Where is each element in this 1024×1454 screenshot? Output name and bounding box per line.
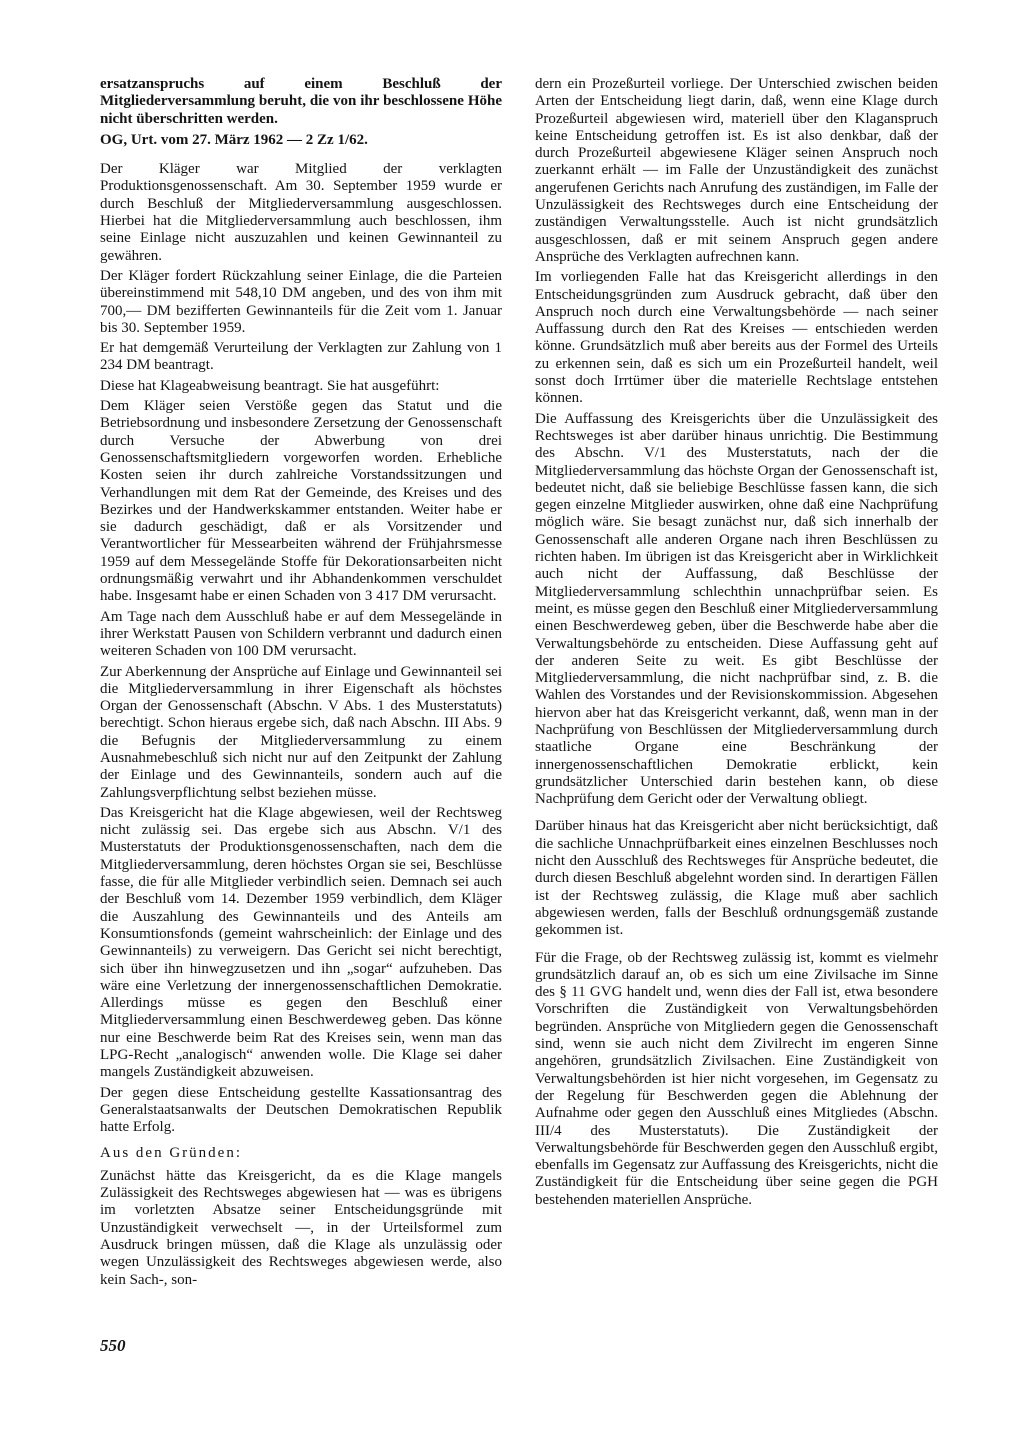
- headnote: ersatzanspruchs auf einem Beschluß der Mitgliederversammlung beruht, die von ihr beschlossene Höhe nicht überschritten werden.: [100, 76, 502, 127]
- paragraph: Die Auffassung des Kreisgerichts über die Unzulässigkeit des Rechtsweges ist aber darüber hinaus unrichtig. Die Bestimmung des Abschn. V/1 des Musterstatuts, nach der die Mitgliederversammlung das höchste Organ der Genossenschaft ist, bedeutet nicht, daß sie beliebige Beschlüsse fassen kann, die sich gegen einzelne Mitglieder auswirken, ohne daß eine Nachprüfung möglich wäre. Sie besagt zunächst nur, daß sich innerhalb der Genossenschaft alle anderen Organe nach ihren Beschlüssen zu richten haben. Im übrigen ist das Kreisgericht aber in Wirklichkeit auch nicht der Auffassung, daß Beschlüsse der Mitgliederversammlung schlechthin unnachprüfbar seien. Es meint, es müsse gegen den Beschluß einer Mitgliederversammlung einen Beschwerdeweg geben, über die Beschwerde habe aber die Verwaltungsbehörde zu entscheiden. Diese Auffassung geht auf der anderen Seite zu weit. Es gibt Beschlüsse der Mitgliederversammlung, die nicht nachprüfbar sind, z. B. die Wahlen des Vorstandes und der Revisionskommission. Abgesehen hiervon aber hat das Kreisgericht verkannt, daß, wenn man in der Nachprüfung von Beschlüssen der Mitgliederversammlung durch staatliche Organe eine Beschränkung der innergenossenschaftlichen Demokratie erblickt, kein grundsätzlicher Unterschied darin bestehen kann, ob diese Nachprüfung dem Gericht oder der Verwaltung obliegt.: [535, 410, 938, 808]
- paragraph: Der gegen diese Entscheidung gestellte Kassationsantrag des Generalstaatsanwalts der Deutschen Demokratischen Republik hatte Erfolg.: [100, 1084, 502, 1136]
- paragraph: Diese hat Klageabweisung beantragt. Sie hat ausgeführt:: [100, 377, 440, 394]
- case-citation: OG, Urt. vom 27. März 1962 — 2 Zz 1/62.: [100, 131, 368, 148]
- paragraph: Darüber hinaus hat das Kreisgericht aber nicht berücksichtigt, daß die sachliche Unnachprüfbarkeit eines einzelnen Beschlusses noch nicht den Ausschluß des Rechtsweges für Ansprüche bedeutet, die durch diesen Beschluß abgelehnt worden sind. In derartigen Fällen ist der Rechtsweg zulässig, die Klage muß aber sachlich abgewiesen werden, falls der Beschluß ordnungsgemäß zustande gekommen ist.: [535, 818, 938, 939]
- paragraph: Zunächst hätte das Kreisgericht, da es die Klage mangels Zulässigkeit des Rechtsweges abgewiesen hat — was es übrigens im vorletzten Absatze seiner Entscheidungsgründe mit Unzuständigkeit verwechselt —, in der Urteilsformel zum Ausdruck bringen müssen, daß die Klage als unzulässig oder wegen Unzulässigkeit des Rechtsweges abgewiesen werde, also kein Sach-, son-: [100, 1167, 502, 1288]
- page-number: 550: [100, 1336, 126, 1355]
- paragraph: Am Tage nach dem Ausschluß habe er auf dem Messegelände in ihrer Werkstatt Pausen von Schildern verbrannt und dadurch einen weiteren Schaden von 100 DM verursacht.: [100, 608, 502, 660]
- paragraph: Der Kläger war Mitglied der verklagten Produktionsgenossenschaft. Am 30. September 1959 wurde er durch Beschluß der Mitgliederversammlung ausgeschlossen. Hierbei hat die Mitgliederversammlung auch beschlossen, ihm seine Einlage nicht auszuzahlen und keinen Gewinnanteil zu gewähren.: [100, 161, 502, 264]
- paragraph: Für die Frage, ob der Rechtsweg zulässig ist, kommt es vielmehr grundsätzlich darauf an, ob es sich um eine Zivilsache im Sinne des § 11 GVG handelt und, wenn dies der Fall ist, etwa besondere Vorschriften die Zuständigkeit von Verwaltungsbehörden begründen. Ansprüche von Mitgliedern gegen die Genossenschaft sind, wenn sie auch nicht dem Zivilrecht im engeren Sinne angehören, grundsätzlich Zivilsachen. Eine Zuständigkeit von Verwaltungsbehörden ist hier nicht vorgesehen, im Gegensatz zu der Regelung für Beschwerden gegen die Ablehnung der Aufnahme oder gegen den Ausschluß eines Mitgliedes (Abschn. III/4 des Musterstatuts). Die Zuständigkeit der Verwaltungsbehörde für Beschwerden gegen den Ausschluß ergibt, ebenfalls im Gegensatz zur Auffassung des Kreisgerichts, nicht die Zuständigkeit für die Entscheidung über seine gegen die PGH bestehenden materiellen Ansprüche.: [535, 949, 938, 1208]
- paragraph: Zur Aberkennung der Ansprüche auf Einlage und Gewinnanteil sei die Mitgliederversammlung in ihrer Eigenschaft als höchstes Organ der Genossenschaft (Abschn. V Abs. 1 des Musterstatuts) berechtigt. Schon hieraus ergebe sich, daß nach Abschn. III Abs. 9 die Befugnis der Mitgliederversammlung zu einem Ausnahmebeschluß sich nicht nur auf den Zeitpunkt der Zahlung der Einlage und des Gewinnanteils, sondern auch auf die Zahlungsverpflichtung selbst beziehen müsse.: [100, 663, 502, 801]
- paragraph: Dem Kläger seien Verstöße gegen das Statut und die Betriebsordnung und insbesondere Zersetzung der Genossenschaft durch Versuche der Abwerbung von drei Genossenschaftsmitgliedern vorgeworfen worden. Erhebliche Kosten seien ihr durch zahlreiche Vorstandssitzungen und Verhandlungen mit dem Rat der Gemeinde, des Kreises und des Bezirkes und der Handwerkskammer entstanden. Weiter habe er sie dadurch geschädigt, daß er als Vorsitzender und Verantwortlicher für Messearbeiten während der Frühjahrsmesse 1959 auf dem Messegelände Stoffe für Dekorationsarbeiten nicht ordnungsmäßig verwahrt und ihr Abhandenkommen verschuldet habe. Insgesamt habe er einen Schaden von 3 417 DM verursacht.: [100, 398, 502, 605]
- right-column: [535, 76, 938, 1212]
- section-heading: Aus den Gründen:: [100, 1144, 242, 1161]
- paragraph: Er hat demgemäß Verurteilung der Verklagten zur Zahlung von 1 234 DM beantragt.: [100, 340, 502, 374]
- paragraph: Im vorliegenden Falle hat das Kreisgericht allerdings in den Entscheidungsgründen zum Ausdruck gebracht, daß über den Anspruch noch durch eine Verwaltungsbehörde — nach seiner Auffassung durch den Rat des Kreises — entschieden werden könne. Grundsätzlich muß aber bereits aus der Formel des Urteils zu erkennen sein, daß es sich um ein Prozeßurteil handelt, weil sonst doch Irrtümer über die materielle Rechtslage entstehen können.: [535, 269, 938, 407]
- paragraph: Der Kläger fordert Rückzahlung seiner Einlage, die die Parteien übereinstimmend mit 548,10 DM angeben, und des von ihm mit 700,— DM bezifferten Gewinnanteils für die Zeit vom 1. Januar bis 30. September 1959.: [100, 267, 502, 336]
- paragraph: Das Kreisgericht hat die Klage abgewiesen, weil der Rechtsweg nicht zulässig sei. Das ergebe sich aus Abschn. V/1 des Musterstatuts der Produktionsgenossenschaften, nach dem die Mitgliederversammlung, deren höchstes Organ sie sei, Beschlüsse fasse, die für alle Mitglieder verbindlich seien. Demnach sei auch der Beschluß vom 14. Dezember 1959 verbindlich, dem Kläger die Auszahlung des Gewinnanteils und des Anteils am Konsumtionsfonds (gemeint wahrscheinlich: der Einlage und des Gewinnanteils) zu verweigern. Das Gericht sei nicht berechtigt, sich über ihn hinwegzusetzen und ihn „sogar“ aufzuheben. Das wäre eine Verletzung der innergenossenschaftlichen Demokratie. Allerdings müsse es gegen den Beschluß einer Mitgliederversammlung einen Beschwerdeweg geben. Das könne nur eine Beschwerde beim Rat des Kreises sein, wenn man das LPG-Recht „analogisch“ anwenden wolle. Die Klage sei daher mangels Zuständigkeit abzuweisen.: [100, 804, 502, 1081]
- left-column: [100, 76, 502, 1292]
- paragraph: dern ein Prozeßurteil vorliege. Der Unterschied zwischen beiden Arten der Entscheidung liegt darin, daß, wenn eine Klage durch Prozeßurteil abgewiesen wird, materiell über den Klaganspruch keine Entscheidung getroffen ist. Es ist also denkbar, daß der durch Prozeßurteil abgewiesene Kläger seinen Anspruch noch zuerkannt erhält — im Falle der Unzuständigkeit des zunächst angerufenen Gerichts nach Anrufung des zuständigen, im Falle der Unzulässigkeit des Rechtsweges durch eine Entscheidung der zuständigen Verwaltungsstelle. Auch ist nicht grundsätzlich ausgeschlossen, daß er mit seinem Anspruch gegen andere Ansprüche des Verklagten aufrechnen kann.: [535, 76, 938, 265]
